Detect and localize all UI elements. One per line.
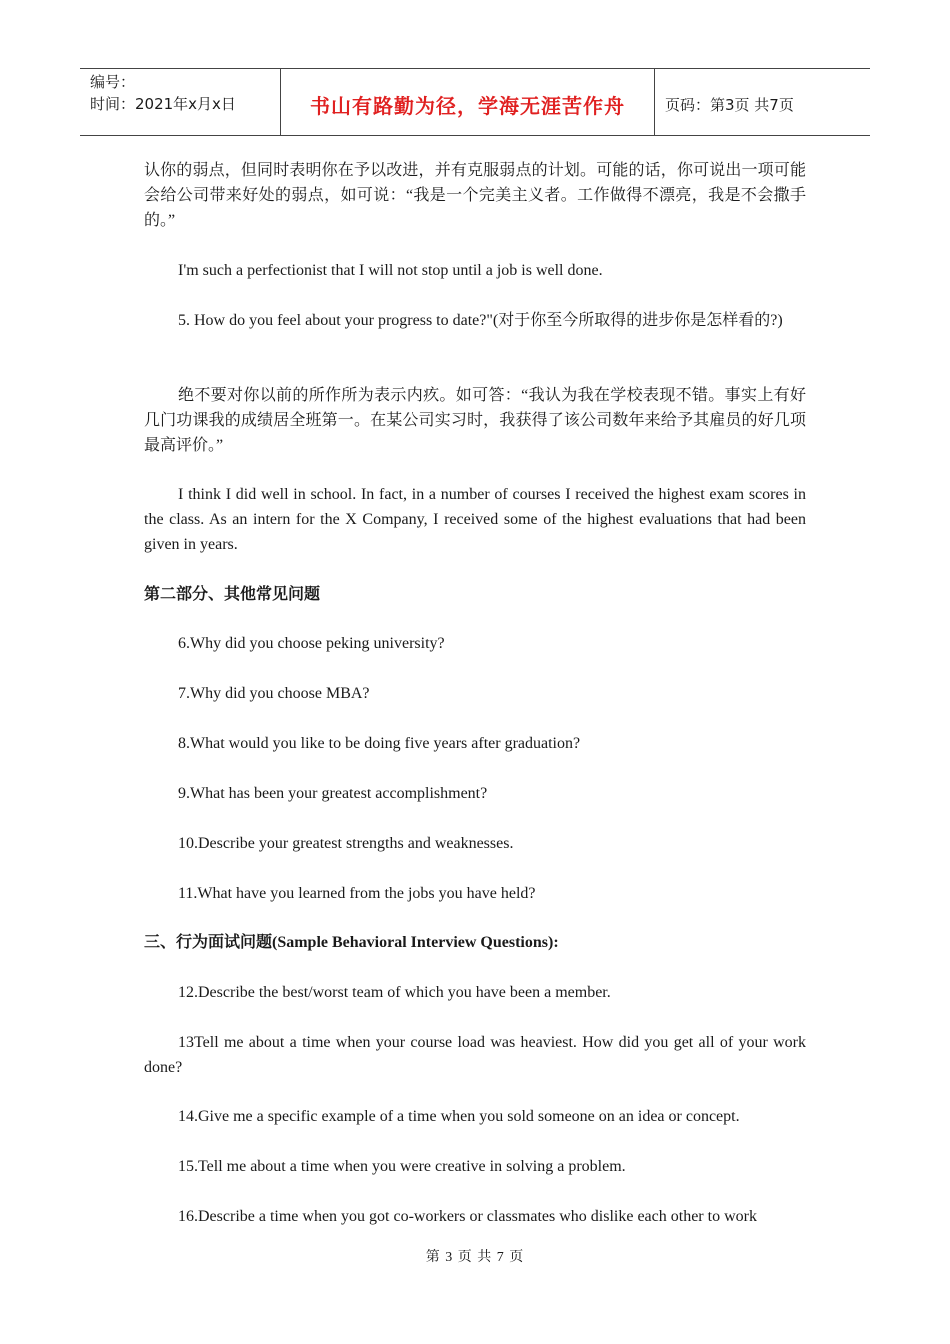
section-heading-common-questions: 第二部分、其他常见问题: [144, 586, 321, 603]
header-motto-cell: [281, 69, 655, 135]
question-15: 15.Tell me about a time when you were creative in solving a problem.: [178, 1158, 626, 1175]
paragraph-progress-advice: 绝不要对你以前的所作所为表示内疚。如可答：“我认为我在学校表现不错。事实上有好几门功课我的成绩居全班第一。在某公司实习时，我获得了该公司数年来给予其雇员的好几项最高评价。”: [144, 387, 806, 454]
question-8: 8.What would you like to be doing five years after graduation?: [178, 735, 581, 752]
motto: 书山有路勤为径，学海无涯苦作舟: [310, 93, 625, 118]
header-page-cell: [655, 69, 870, 135]
paragraph-perfectionist-answer: I'm such a perfectionist that I will not stop until a job is well done.: [178, 262, 603, 279]
document-header: [80, 68, 870, 136]
section-heading-behavioral: 三、行为面试问题(Sample Behavioral Interview Questions):: [144, 934, 559, 951]
question-12: 12.Describe the best/worst team of which you have been a member.: [178, 984, 611, 1001]
question-5: 5. How do you feel about your progress to date?"(对于你至今所取得的进步你是怎样看的?): [178, 312, 783, 329]
question-13: 13Tell me about a time when your course load was heaviest. How did you get all of your work done?: [144, 1034, 806, 1076]
question-14: 14.Give me a specific example of a time when you sold someone on an idea or concept.: [178, 1108, 740, 1125]
question-16: 16.Describe a time when you got co-workers or classmates who dislike each other to work: [178, 1208, 757, 1225]
question-9: 9.What has been your greatest accomplishment?: [178, 785, 488, 802]
serial-number-label: 编号：: [90, 73, 136, 91]
header-meta: [80, 69, 281, 135]
question-11: 11.What have you learned from the jobs you have held?: [178, 885, 536, 902]
question-10: 10.Describe your greatest strengths and weaknesses.: [178, 835, 514, 852]
paragraph-weakness-advice: 认你的弱点，但同时表明你在予以改进，并有克服弱点的计划。可能的话，你可说出一项可能会给公司带来好处的弱点，如可说：“我是一个完美主义者。工作做得不漂亮，我是不会撒手的。”: [144, 162, 806, 229]
time-label: 时间：2021年x月x日: [90, 95, 236, 113]
question-7: 7.Why did you choose MBA?: [178, 685, 370, 702]
question-6: 6.Why did you choose peking university?: [178, 635, 445, 652]
page-indicator: 页码：第3页 共7页: [665, 95, 794, 114]
paragraph-progress-answer: I think I did well in school. In fact, in a number of courses I received the highest exam scores in the class. As an intern for the X Company, I received some of the highest evaluations that had been given in years.: [144, 486, 806, 553]
page-footer: 第 3 页 共 7 页: [425, 1250, 525, 1265]
